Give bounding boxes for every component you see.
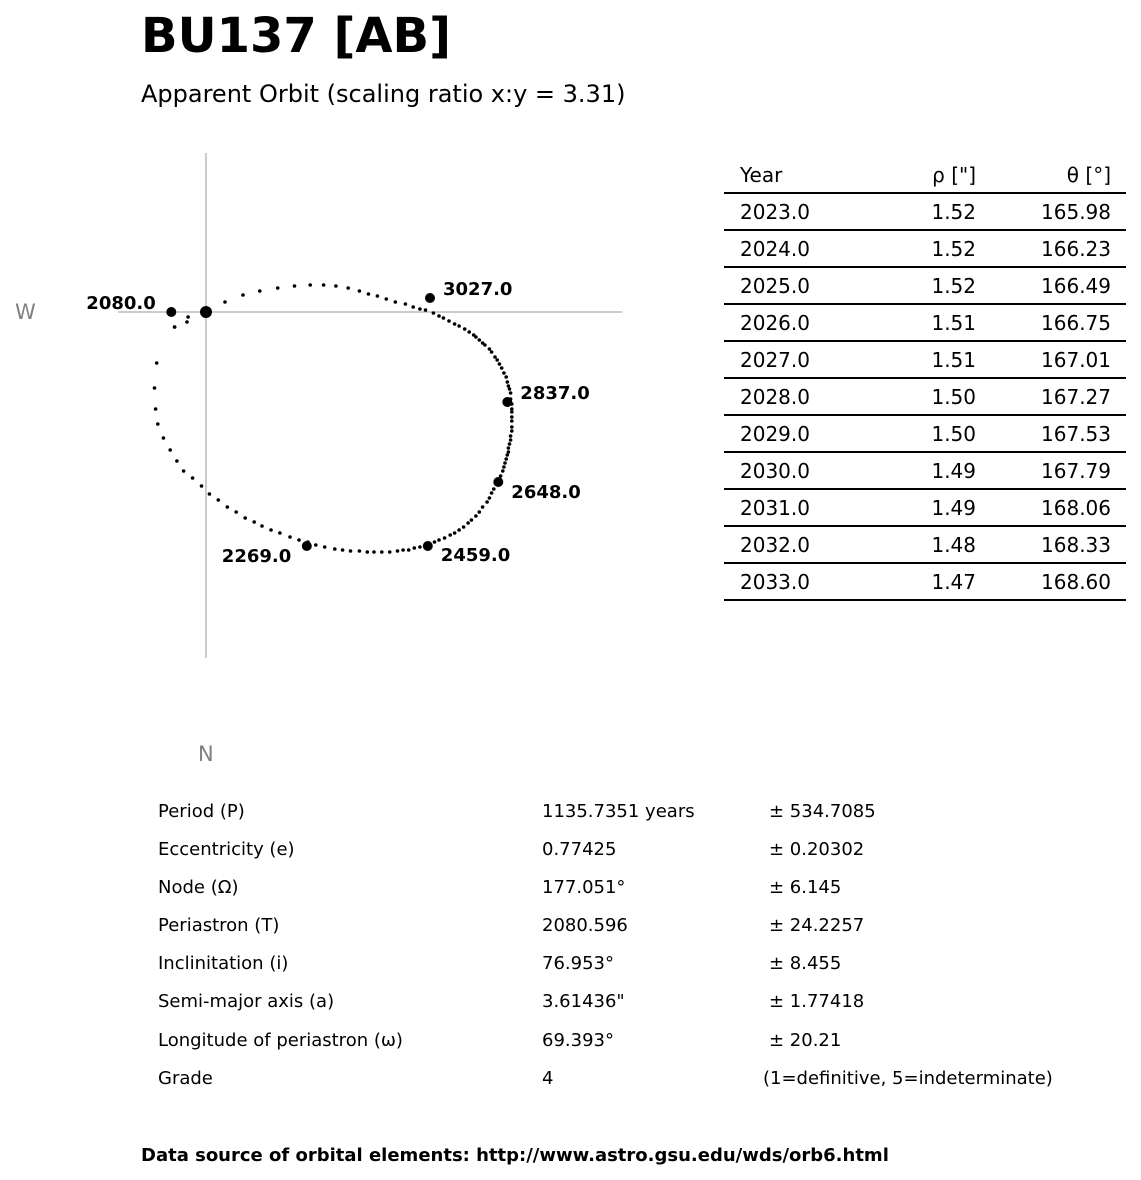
orbit-dot [495,358,499,362]
orbit-dot [418,307,422,311]
orbit-dot [509,434,513,438]
rho-cell: 1.47 [870,563,976,600]
orbit-dot [470,518,474,522]
rho-cell: 1.52 [870,193,976,230]
orbit-dot [447,319,451,323]
orbit-dot [153,386,157,390]
header-year: Year [724,157,870,193]
orbit-dot [276,286,280,290]
orbit-dot [314,543,318,547]
orbit-dot [258,289,262,293]
orbit-dot [457,324,461,328]
table-row [724,489,1126,526]
orbit-dot [500,366,504,370]
year-cell: 2031.0 [724,489,870,526]
orbit-dot [432,311,436,315]
orbit-dot [506,380,510,384]
element-error: ± 20.21 [769,1029,842,1051]
rho-cell: 1.49 [870,452,976,489]
ephemeris-table [724,157,1126,601]
orbit-dot [411,305,415,309]
element-name: Inclinitation (i) [158,953,289,975]
theta-cell: 166.75 [976,304,1126,341]
orbit-dot [358,549,362,553]
orbit-dot [474,514,478,518]
theta-cell: 167.53 [976,415,1126,452]
orbit-dot [155,361,159,365]
element-value: 1135.7351 years [542,801,695,822]
element-error: ± 8.455 [769,953,842,975]
orbit-dot [483,343,487,347]
table-row [724,563,1126,600]
orbit-dot [510,425,514,429]
orbit-dot [466,521,470,525]
orbit-dot [372,550,376,554]
element-name: Period (P) [158,801,245,822]
orbit-dot [453,531,457,535]
west-direction-label: W [15,300,36,324]
element-name: Node (Ω) [158,877,239,899]
table-row [724,193,1126,230]
orbit-dot [333,547,337,551]
orbit-dot [288,535,292,539]
marked-point [302,541,312,551]
orbit-dot [488,496,492,500]
page-subtitle: Apparent Orbit (scaling ratio x:y = 3.31) [141,80,626,108]
element-value: 4 [542,1067,554,1089]
orbit-dot [478,338,482,342]
rho-cell: 1.51 [870,341,976,378]
year-cell: 2032.0 [724,526,870,563]
theta-cell: 167.01 [976,341,1126,378]
rho-cell: 1.51 [870,304,976,341]
orbit-dot [322,283,326,287]
orbit-dot [453,322,457,326]
element-value: 177.051° [542,877,626,899]
orbit-dot [380,550,384,554]
orbit-dot [490,491,494,495]
table-row [724,378,1126,415]
header-theta: θ [°] [976,157,1126,193]
orbit-dot [260,524,264,528]
orbit-dot [252,520,256,524]
orbit-dot [493,355,497,359]
element-value: 76.953° [542,953,614,975]
theta-cell: 165.98 [976,193,1126,230]
table-row [724,415,1126,452]
orbit-dot [385,297,389,301]
orbit-dot [481,505,485,509]
orbit-dot [388,550,392,554]
orbit-dot [504,375,508,379]
orbit-dot [349,549,353,553]
orbit-dot [509,438,513,442]
orbit-dot [474,335,478,339]
orbit-dot [243,516,247,520]
orbit-dot [182,469,186,473]
element-error: ± 24.2257 [769,915,865,937]
orbit-dot [502,371,506,375]
marked-point-label: 3027.0 [443,279,513,300]
orbit-dot [226,505,230,509]
orbit-dot [278,531,282,535]
orbit-dot [162,436,166,440]
north-direction-label: N [198,742,214,766]
orbit-dot [223,300,227,304]
orbit-dot [191,476,195,480]
element-name: Periastron (T) [158,915,280,937]
orbit-dot [173,325,177,329]
rho-cell: 1.50 [870,415,976,452]
orbit-dot [376,294,380,298]
year-cell: 2029.0 [724,415,870,452]
orbit-dot [175,459,179,463]
theta-cell: 168.33 [976,526,1126,563]
orbit-dot [510,429,514,433]
orbit-dot [478,510,482,514]
orbit-dot [433,540,437,544]
theta-cell: 168.06 [976,489,1126,526]
year-cell: 2033.0 [724,563,870,600]
table-row [724,267,1126,304]
element-value: 0.77425 [542,839,617,861]
orbit-chart [0,140,700,780]
marked-point-label: 2648.0 [511,482,581,503]
element-value: 69.393° [542,1029,614,1051]
element-error: ± 534.7085 [769,801,876,822]
marked-point [502,397,512,407]
rho-cell: 1.52 [870,267,976,304]
rho-cell: 1.49 [870,489,976,526]
orbit-dot [293,284,297,288]
year-cell: 2027.0 [724,341,870,378]
orbit-dot [437,314,441,318]
orbit-dot [498,362,502,366]
element-name: Grade [158,1067,213,1089]
year-cell: 2024.0 [724,230,870,267]
orbit-dot [341,548,345,552]
table-row [724,304,1126,341]
orbit-dot [448,533,452,537]
element-error: (1=definitive, 5=indeterminate) [763,1067,1053,1089]
element-value: 2080.596 [542,915,628,937]
orbit-dot [442,316,446,320]
orbit-dot [510,419,514,423]
page-title: BU137 [AB] [141,8,452,64]
orbit-dot [510,415,514,419]
orbit-dot [501,469,505,473]
header-rho: ρ ["] [870,157,976,193]
orbit-dot [156,422,160,426]
orbit-dot [492,487,496,491]
orbit-dot [200,484,204,488]
element-name: Longitude of periastron (ω) [158,1029,403,1051]
table-row [724,452,1126,489]
orbit-dot [490,350,494,354]
orbit-dot [154,407,158,411]
orbit-dot [508,387,512,391]
marked-point [166,307,176,317]
orbit-dot [185,320,189,324]
year-cell: 2026.0 [724,304,870,341]
orbit-dot [510,410,514,414]
orbit-dot [308,283,312,287]
orbit-dot [502,465,506,469]
element-name: Eccentricity (e) [158,839,295,861]
element-value: 3.61436" [542,991,625,1013]
orbit-dot [217,498,221,502]
element-name: Semi-major axis (a) [158,991,335,1013]
marked-point [493,477,503,487]
orbit-dot [334,284,338,288]
orbit-path [153,283,514,554]
orbit-dot [467,330,471,334]
orbit-dot [396,549,400,553]
orbit-dot [507,446,511,450]
marked-point-label: 2459.0 [440,545,511,566]
orbit-dot [506,453,510,457]
element-error: ± 0.20302 [769,839,865,861]
orbit-dot [437,538,441,542]
data-source-note: Data source of orbital elements: http://www.astro.gsu.edu/wds/orb6.html [141,1145,889,1166]
theta-cell: 168.60 [976,563,1126,600]
orbit-dot [297,538,301,542]
orbit-dot [358,289,362,293]
orbit-dot [367,292,371,296]
table-row [724,526,1126,563]
rho-cell: 1.50 [870,378,976,415]
ephemeris-header-row [724,157,1126,193]
orbit-dot [443,536,447,540]
orbit-dot [394,300,398,304]
marked-points [86,279,589,567]
orbit-dot [346,286,350,290]
orbit-dot [508,442,512,446]
theta-cell: 166.49 [976,267,1126,304]
orbit-dot [208,492,212,496]
theta-cell: 167.79 [976,452,1126,489]
orbit-dot [186,315,190,319]
orbit-dot [503,461,507,465]
primary-star [200,306,212,318]
orbit-dot [488,347,492,351]
year-cell: 2028.0 [724,378,870,415]
orbit-dot [485,500,489,504]
rho-cell: 1.48 [870,526,976,563]
orbit-dot [462,525,466,529]
orbit-dot [457,528,461,532]
orbit-dot [424,308,428,312]
orbit-dot [404,302,408,306]
theta-cell: 166.23 [976,230,1126,267]
orbit-dot [509,391,513,395]
orbit-dot [401,548,405,552]
orbit-dot [366,550,370,554]
marked-point-label: 2837.0 [520,383,590,404]
table-row [724,341,1126,378]
orbit-dot [463,327,467,331]
orbit-dot [234,510,238,514]
rho-cell: 1.52 [870,230,976,267]
orbit-dot [407,548,411,552]
marked-point-label: 2269.0 [221,546,292,567]
orbit-dot [269,528,273,532]
element-error: ± 6.145 [769,877,842,899]
orbit-dot [418,545,422,549]
year-cell: 2030.0 [724,452,870,489]
year-cell: 2023.0 [724,193,870,230]
orbit-dot [504,457,508,461]
marked-point-label: 2080.0 [86,293,156,314]
orbit-dot [241,293,245,297]
orbit-dot [168,448,172,452]
element-error: ± 1.77418 [769,991,865,1013]
orbit-dot [413,546,417,550]
year-cell: 2025.0 [724,267,870,304]
marked-point [423,541,433,551]
marked-point [425,293,435,303]
table-row [724,230,1126,267]
orbit-dot [323,545,327,549]
theta-cell: 167.27 [976,378,1126,415]
